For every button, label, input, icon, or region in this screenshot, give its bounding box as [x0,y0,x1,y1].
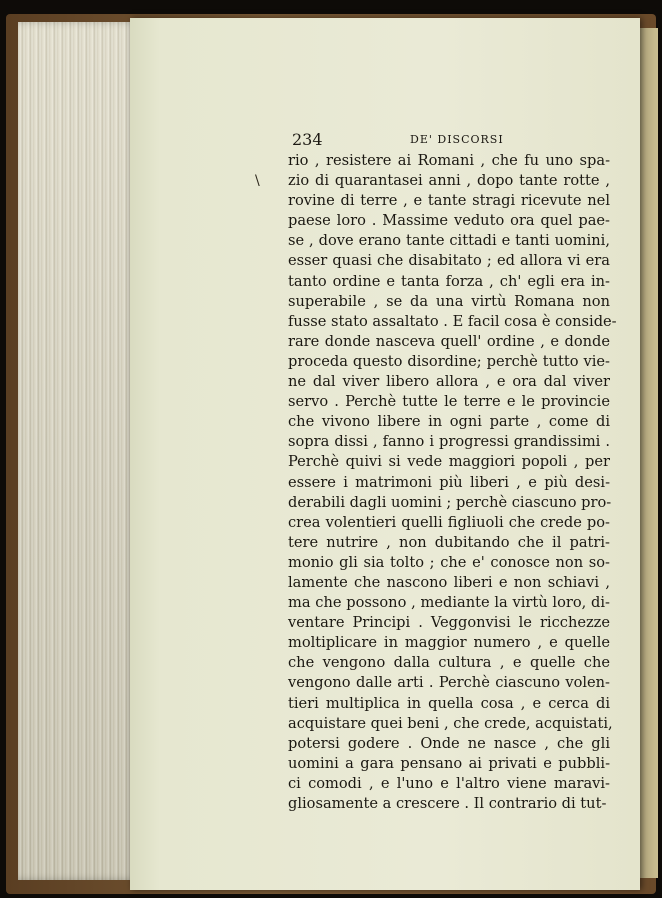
text-line: monio gli sia tolto ; che e' conosce non so- [288,553,610,571]
margin-mark: \ [255,173,260,189]
text-line: uomini a gara pensano ai privati e pubbli- [288,754,610,772]
text-line: ventare Principi . Veggonvisi le ricchezze [288,614,610,632]
text-line: ne dal viver libero allora , e ora dal viver [288,373,610,391]
page-stack-edges [18,22,138,880]
text-line: ma che possono , mediante la virtù loro, di- [288,594,610,612]
text-line: acquistare quei beni , che crede, acquistati, [288,714,613,732]
text-line: paese loro . Massime veduto ora quel pae- [288,212,610,230]
page-header [292,130,612,150]
text-line: tere nutrire , non dubitando che il patri- [288,533,610,551]
text-line: che vengono dalla cultura , e quelle che [288,654,610,672]
running-title: DE' DISCORSI [410,133,504,146]
text-line: che vivono libere in ogni parte , come di [288,413,610,431]
text-line: rovine di terre , e tante stragi ricevute nel [288,192,610,210]
text-line: crea volentieri quelli figliuoli che crede po- [288,513,610,531]
text-line: fusse stato assaltato . E facil cosa è conside- [288,312,617,330]
text-line: rio , resistere ai Romani , che fu uno spa- [288,152,610,169]
text-line: tanto ordine e tanta forza , ch' egli era in- [288,272,610,290]
text-line: essere i matrimoni più liberi , e più desi- [288,473,610,491]
text-line: zio di quarantasei anni , dopo tante rotte , [288,172,610,190]
text-line: lamente che nascono liberi e non schiavi , [288,573,610,591]
text-line: moltiplicare in maggior numero , e quelle [288,634,610,652]
text-line: esser quasi che disabitato ; ed allora vi era [288,252,610,270]
page-number: 234 [292,130,323,149]
text-line: superabile , se da una virtù Romana non [288,292,610,310]
text-line: potersi godere . Onde ne nasce , che gli [288,734,610,752]
text-line: gliosamente a crescere . Il contrario di tut- [288,795,607,812]
text-line: ci comodi , e l'uno e l'altro viene maravi- [288,774,610,792]
text-line: vengono dalle arti . Perchè ciascuno volen- [288,674,610,692]
text-line: se , dove erano tante cittadi e tanti uomini, [288,232,610,250]
text-line: derabili dagli uomini ; perchè ciascuno pro- [288,493,612,511]
text-line: tieri multiplica in quella cosa , e cerca di [288,694,610,712]
text-line: sopra dissi , fanno i progressi grandissimi . [288,433,610,451]
body-text [288,151,617,814]
text-line: Perchè quivi si vede maggiori popoli , per [288,453,610,471]
text-line: servo . Perchè tutte le terre e le provincie [288,393,610,411]
text-line: rare donde nasceva quell' ordine , e donde [288,332,610,350]
text-line: proceda questo disordine; perchè tutto vie- [288,352,610,370]
